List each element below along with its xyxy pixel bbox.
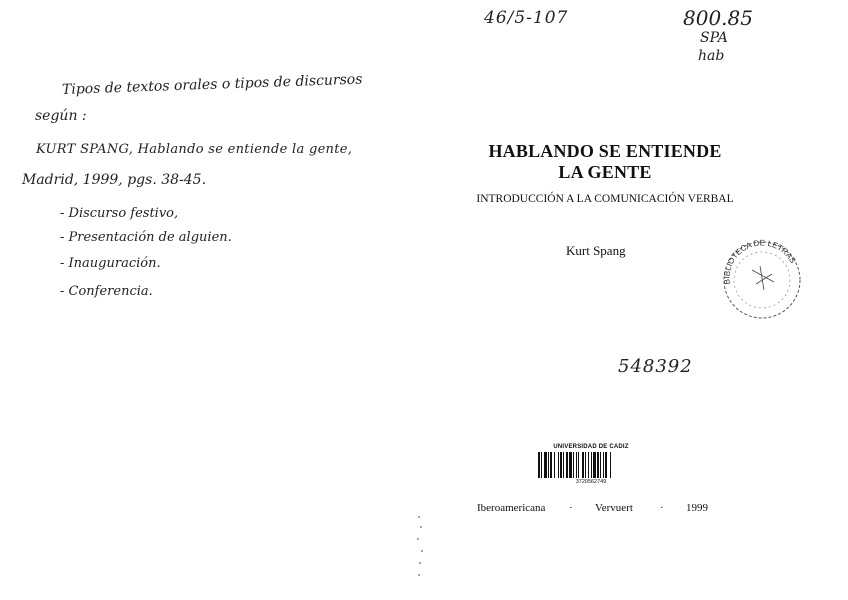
bullet-item: - Presentación de alguien.: [60, 230, 232, 245]
barcode-bar: [538, 452, 540, 478]
library-stamp: [712, 232, 812, 326]
barcode: [536, 452, 646, 478]
svg-text:BIBLIOTECA DE LETRAS: [722, 238, 797, 284]
barcode-bar: [603, 452, 604, 478]
barcode-bar: [578, 452, 579, 478]
barcode-bar: [573, 452, 574, 478]
barcode-bar: [591, 452, 592, 478]
barcode-bar: [585, 452, 586, 478]
registration-number: 548392: [618, 356, 693, 377]
barcode-bar: [569, 452, 572, 478]
barcode-bar: [588, 452, 589, 478]
note-line-3: KURT SPANG, Hablando se entiende la gente,: [36, 142, 353, 157]
barcode-bar: [544, 452, 547, 478]
bullet-item: - Discurso festivo,: [60, 206, 179, 221]
imprint-separator: ·: [569, 502, 573, 514]
barcode-bar: [554, 452, 555, 478]
barcode-number: 3720562749: [575, 479, 607, 485]
barcode-bar: [605, 452, 607, 478]
barcode-bar: [593, 452, 596, 478]
note-line-4: Madrid, 1999, pgs. 38-45.: [22, 172, 207, 188]
publication-year: 1999: [686, 502, 708, 514]
note-line-2: según :: [35, 108, 87, 124]
book-title-line-1: HABLANDO SE ENTIENDE: [488, 141, 722, 161]
barcode-bar: [582, 452, 584, 478]
publisher-iberoamericana: Iberoamericana: [477, 502, 546, 514]
call-number-line-3: hab: [698, 48, 725, 64]
book-subtitle: INTRODUCCIÓN A LA COMUNICACIÓN VERBAL: [476, 193, 734, 205]
barcode-bar: [600, 452, 601, 478]
barcode-bar: [550, 452, 552, 478]
call-number-class: 800.85: [683, 6, 753, 30]
note-line-1: Tipos de textos orales o tipos de discursos: [61, 71, 363, 98]
barcode-bar: [558, 452, 559, 478]
barcode-bar: [563, 452, 564, 478]
call-number-line-2: SPA: [700, 30, 728, 46]
barcode-bar: [560, 452, 562, 478]
barcode-label: [536, 444, 646, 485]
barcode-bar: [576, 452, 577, 478]
book-author: Kurt Spang: [566, 243, 626, 258]
barcode-bar: [548, 452, 549, 478]
barcode-library: UNIVERSIDAD DE CADIZ: [553, 444, 629, 450]
barcode-bar: [541, 452, 542, 478]
publisher-vervuert: Vervuert: [595, 502, 633, 514]
barcode-bar: [597, 452, 599, 478]
stamp-text: BIBLIOTECA DE LETRAS: [722, 238, 798, 285]
imprint-separator: ·: [660, 502, 664, 514]
barcode-bar: [566, 452, 568, 478]
bullet-item: - Inauguración.: [60, 256, 161, 271]
book-title-line-2: LA GENTE: [558, 162, 652, 182]
call-number-top-left: 46/5-107: [484, 8, 569, 28]
bullet-item: - Conferencia.: [60, 284, 153, 299]
barcode-bar: [610, 452, 611, 478]
